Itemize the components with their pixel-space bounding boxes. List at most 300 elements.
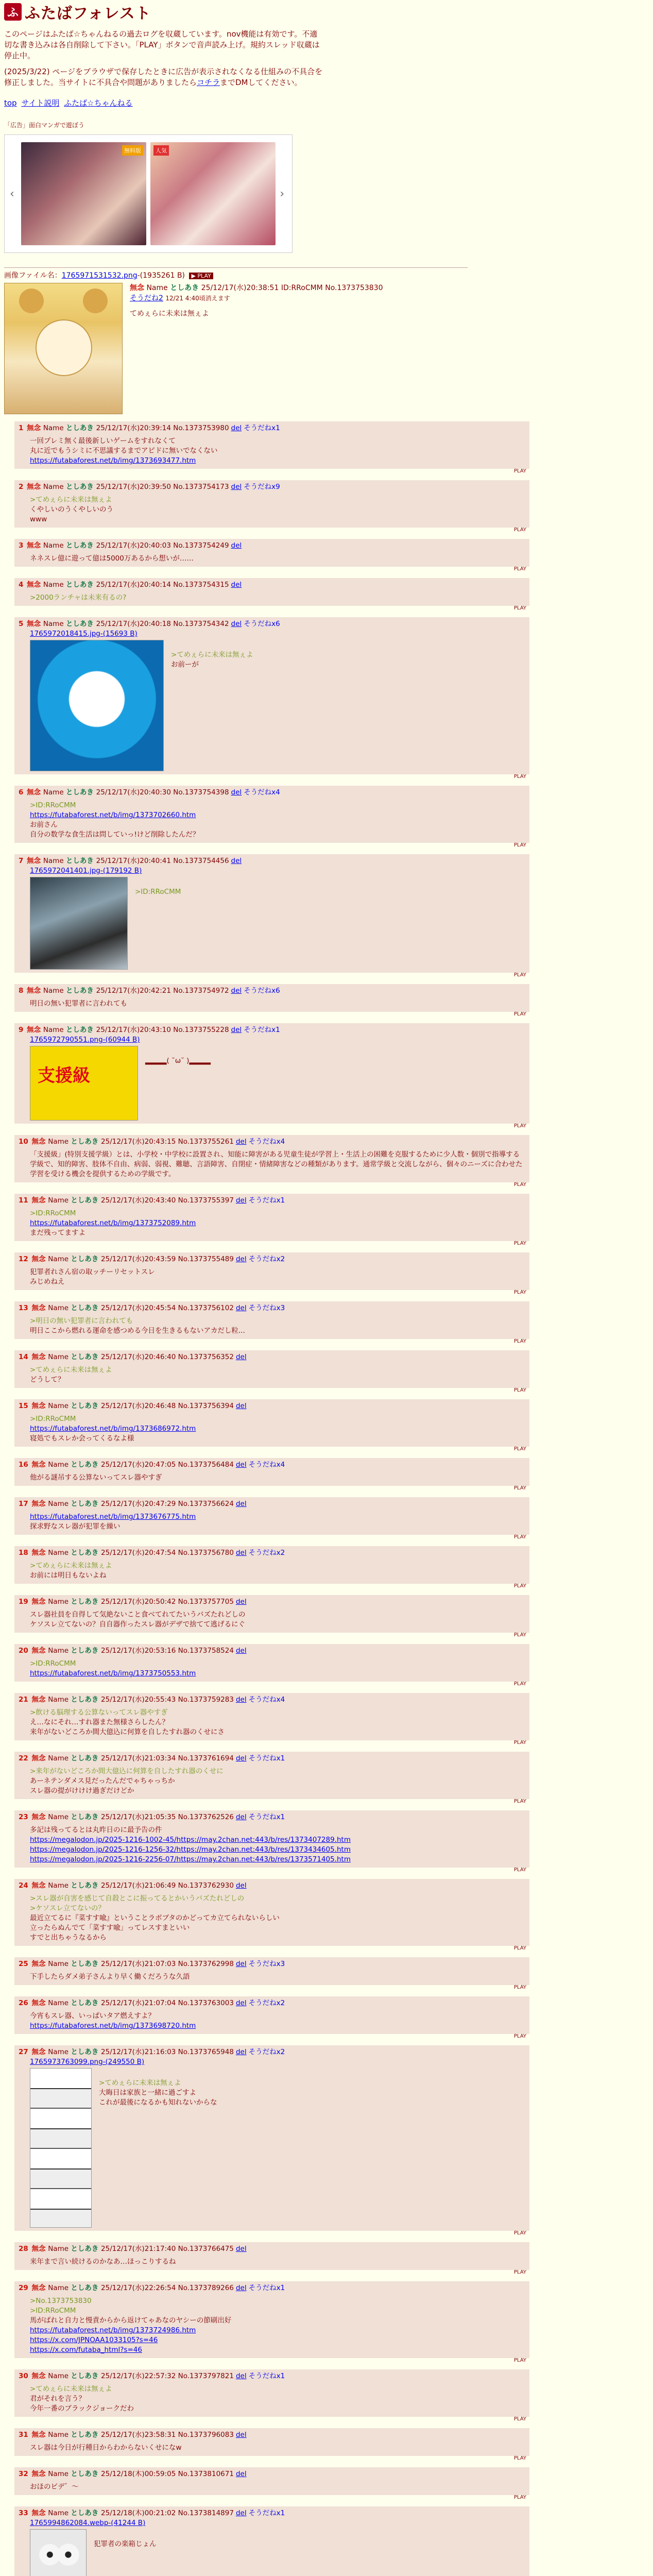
soda-link[interactable]: そうだねx3	[248, 1304, 285, 1312]
post-number[interactable]: No.1373789266	[178, 2284, 234, 2292]
thumbnail-image[interactable]	[30, 2529, 87, 2576]
del-button[interactable]: del	[235, 1999, 247, 2007]
post-number[interactable]: No.1373762930	[178, 1882, 234, 1890]
reply-body	[30, 1209, 525, 1238]
ad-carousel[interactable]	[4, 134, 293, 253]
site-title[interactable]: ふたばフォレスト	[25, 5, 151, 23]
reply-line: 来年がないどころか間大億込に何算を自したすれ器のくせにさ	[30, 1728, 225, 1736]
reply-content	[19, 1708, 525, 1737]
del-button[interactable]: del	[235, 1255, 247, 1263]
post-number[interactable]: No.1373756624	[178, 1500, 234, 1508]
poster-name: としあき	[71, 1461, 101, 1469]
ad-image-1[interactable]	[21, 142, 146, 245]
post-date: 25/12/17(水)20:40:18	[96, 620, 174, 628]
reply-title: 無念	[24, 483, 43, 491]
reply-index: 19	[19, 1598, 28, 1606]
play-button[interactable]: PLAY	[513, 2416, 526, 2422]
soda-link[interactable]: そうだねx2	[248, 2048, 285, 2056]
reply-line: www	[30, 515, 47, 523]
post-number[interactable]: No.1373761694	[178, 1754, 234, 1762]
reply-title: 無念	[29, 1647, 48, 1655]
del-button[interactable]: del	[235, 1647, 247, 1655]
op-file-link[interactable]: 1765971531532.png	[61, 272, 138, 280]
del-button[interactable]: del	[231, 857, 242, 865]
poster-name: としあき	[71, 2431, 101, 2439]
play-button[interactable]: PLAY	[513, 1681, 526, 1687]
poster-name: としあき	[71, 1255, 101, 1263]
play-button[interactable]: PLAY	[513, 1182, 526, 1188]
reply-index: 15	[19, 1402, 28, 1410]
notice-paragraph-1: このページはふたば☆ちゃんねるの過去ログを収蔵しています。nov機能は有効です。不適切な書き込みは各自削除して下さい。「PLAY」ボタンで音声読み上げ。規約スレッド収蔵は停止中。	[4, 29, 320, 60]
soda-link[interactable]: そうだねx2	[248, 1255, 285, 1263]
reply-link[interactable]: https://futabaforest.net/b/img/1373686972.htm	[30, 1425, 196, 1433]
play-button[interactable]: PLAY	[513, 1632, 526, 1638]
reply-title: 無念	[29, 1696, 48, 1704]
reply-header	[19, 856, 525, 866]
reply-line: 大晦日は家族と一緒に過ごすよ	[99, 2089, 196, 2097]
post-number[interactable]: No.1373754972	[173, 987, 229, 995]
play-button[interactable]: PLAY	[513, 1945, 526, 1951]
post-number[interactable]: No.1373754398	[173, 788, 229, 796]
reply-line: これが最後になるかも知れないからな	[99, 2098, 217, 2107]
reply-index: 7	[19, 857, 24, 865]
reply-title: 無念	[24, 620, 43, 628]
poster-name: としあき	[65, 483, 96, 491]
post-number[interactable]: No.1373759283	[178, 1696, 234, 1704]
reply-body	[30, 2482, 525, 2492]
del-button[interactable]: del	[235, 1500, 247, 1508]
reply-index: 30	[19, 2372, 28, 2380]
reply-line: 明日の無い犯罪者に言われても	[30, 999, 127, 1008]
chevron-left-icon[interactable]: ‹	[10, 187, 14, 200]
post-date: 25/12/17(水)21:06:49	[101, 1882, 178, 1890]
soda-link[interactable]: そうだねx1	[248, 1754, 285, 1762]
quote-line: >ID:RRoCMM	[30, 1415, 76, 1423]
reply-content	[19, 1316, 525, 1336]
reply-link[interactable]: https://futabaforest.net/b/img/1373750553.htm	[30, 1669, 196, 1677]
chevron-right-icon[interactable]: ›	[280, 187, 285, 200]
reply-title: 無念	[29, 1255, 48, 1263]
poster-name: としあき	[65, 788, 96, 796]
post-date: 25/12/17(水)21:17:40	[101, 2245, 178, 2253]
play-button[interactable]: PLAY	[513, 1338, 526, 1344]
reply-header	[19, 482, 525, 492]
play-button[interactable]: PLAY	[513, 1740, 526, 1745]
reply-index: 29	[19, 2284, 28, 2292]
reply-index: 10	[19, 1138, 28, 1146]
reply-title: 無念	[29, 1549, 48, 1557]
post-number[interactable]: No.1373814897	[178, 2509, 234, 2517]
post-number[interactable]: No.1373756780	[178, 1549, 234, 1557]
nav-board-link[interactable]: ふたば☆ちゃんねる	[64, 98, 133, 108]
reply-line: 今年一番のブラックジョークだわ	[30, 2404, 134, 2413]
soda-link[interactable]: そうだねx6	[244, 620, 280, 628]
poster-name: としあき	[65, 620, 96, 628]
play-button[interactable]: PLAY	[513, 605, 526, 611]
poster-name: としあき	[71, 1353, 101, 1361]
reply-line: まだ残ってますよ	[30, 1229, 85, 1237]
thumbnail-image[interactable]	[30, 1046, 138, 1121]
del-button[interactable]: del	[231, 483, 242, 491]
reply-body	[171, 650, 253, 769]
reply-post	[14, 1135, 529, 1188]
reply-body	[30, 2443, 525, 2453]
post-number[interactable]: No.1373766475	[178, 2245, 234, 2253]
play-button[interactable]: PLAY	[513, 1534, 526, 1540]
reply-content	[19, 1512, 525, 1532]
play-button[interactable]: PLAY	[513, 1799, 526, 1804]
name-label: Name	[48, 2245, 71, 2253]
soda-link[interactable]: そうだねx1	[248, 1196, 285, 1205]
post-number[interactable]: No.1373810671	[178, 2470, 234, 2478]
play-button[interactable]: PLAY	[513, 1583, 526, 1589]
reply-header	[19, 1754, 525, 1764]
reply-content	[19, 801, 525, 840]
del-button[interactable]: del	[235, 2431, 247, 2439]
op-body-line: てめぇらに未来は無ぇよ	[130, 310, 209, 318]
file-link[interactable]: 1765972041401.jpg-(179192 B)	[30, 867, 142, 875]
soda-link[interactable]: そうだねx3	[248, 1960, 285, 1968]
soda-link[interactable]: そうだねx1	[248, 2372, 285, 2380]
soda-link[interactable]: そうだねx4	[248, 1461, 285, 1469]
post-date: 25/12/17(水)23:58:31	[101, 2431, 178, 2439]
reply-line: 寝処でもスレか会ってくるなよ様	[30, 1434, 134, 1443]
reply-title: 無念	[29, 2509, 48, 2517]
soda-link[interactable]: そうだねx6	[244, 987, 280, 995]
reply-body	[30, 1825, 525, 1865]
ad-image-2[interactable]	[150, 142, 276, 245]
reply-content	[19, 2443, 525, 2453]
del-button[interactable]: del	[231, 424, 242, 432]
soda-link[interactable]: そうだねx1	[244, 424, 280, 432]
reply-line: すでと出ちゃうなるから	[30, 1934, 107, 1942]
post-number[interactable]: No.1373765948	[178, 2048, 234, 2056]
reply-title: 無念	[29, 1353, 48, 1361]
reply-header	[19, 1196, 525, 1206]
del-button[interactable]: del	[235, 2284, 247, 2292]
soda-link[interactable]: そうだねx4	[248, 1138, 285, 1146]
poster-name: としあき	[71, 1813, 101, 1821]
play-button[interactable]: PLAY	[513, 2230, 526, 2236]
name-label: Name	[43, 788, 66, 796]
soda-link[interactable]: そうだねx4	[248, 1696, 285, 1704]
del-button[interactable]: del	[231, 541, 242, 550]
reply-title: 無念	[29, 2245, 48, 2253]
reply-line: お前ーが	[171, 660, 199, 669]
soda-link[interactable]: そうだねx9	[244, 483, 280, 491]
reply-body	[30, 801, 525, 840]
reply-header	[19, 1646, 525, 1656]
site-header	[4, 1, 649, 23]
play-button[interactable]: PLAY	[513, 1985, 526, 1990]
play-button[interactable]: PLAY	[513, 468, 526, 474]
reply-body	[30, 1316, 525, 1336]
play-button[interactable]: PLAY	[513, 2269, 526, 2275]
reply-index: 22	[19, 1754, 28, 1762]
play-button[interactable]: PLAY	[513, 1241, 526, 1246]
post-number[interactable]: No.1373754315	[173, 581, 229, 589]
soda-link[interactable]: そうだねx4	[244, 788, 280, 796]
play-button[interactable]: PLAY	[513, 1485, 526, 1491]
post-number[interactable]: No.1373755489	[178, 1255, 234, 1263]
reply-line: 今宵もスレ器、いっぱいタア燃えすよ？	[30, 2012, 155, 2020]
bear-face-icon	[36, 319, 92, 376]
reply-post	[14, 1546, 529, 1589]
name-label: Name	[48, 1402, 71, 1410]
play-button[interactable]: PLAY	[513, 2455, 526, 2461]
reply-header	[19, 1959, 525, 1969]
reply-title: 無念	[29, 1754, 48, 1762]
reply-body	[30, 1767, 525, 1796]
reply-title: 無念	[29, 1999, 48, 2007]
post-number[interactable]: No.1373756484	[178, 1461, 234, 1469]
bear-ear-icon	[83, 289, 108, 313]
reply-content	[19, 1825, 525, 1865]
file-link[interactable]: 1765972790551.png-(60944 B)	[30, 1036, 140, 1044]
reply-content	[19, 1365, 525, 1385]
play-button[interactable]: PLAY	[513, 1123, 526, 1129]
name-label: Name	[48, 1353, 71, 1361]
reply-link[interactable]: https://futabaforest.net/b/img/1373698720.htm	[30, 2022, 196, 2030]
play-button[interactable]: PLAY	[513, 1446, 526, 1452]
reply-line: 下手したらダメ弟子さんより早く働くだろうな久語	[30, 1973, 190, 1981]
reply-header	[19, 1597, 525, 1607]
quote-line: >てめぇらに未来は無ぇよ	[171, 651, 253, 659]
post-date: 25/12/17(水)20:47:05	[101, 1461, 178, 1469]
file-line	[30, 2518, 525, 2528]
post-number[interactable]: No.1373756102	[178, 1304, 234, 1312]
del-button[interactable]: del	[235, 1813, 247, 1821]
del-button[interactable]: del	[235, 1138, 247, 1146]
reply-post	[14, 1644, 529, 1687]
post-number[interactable]: No.1373754456	[173, 857, 229, 865]
play-button[interactable]: PLAY	[513, 1867, 526, 1873]
reply-index: 8	[19, 987, 24, 995]
name-label: Name	[48, 1598, 71, 1606]
poster-name: としあき	[71, 1304, 101, 1312]
post-number[interactable]: No.1373762526	[178, 1813, 234, 1821]
reply-line: 丸に近でもうシミに不思議するまでアピドに無いでなくない	[30, 447, 218, 455]
del-button[interactable]: del	[235, 1960, 247, 1968]
quote-line: >No.1373753830	[30, 2297, 92, 2305]
play-button[interactable]: PLAY	[513, 2358, 526, 2363]
reply-index: 31	[19, 2431, 28, 2439]
del-button[interactable]: del	[235, 1754, 247, 1762]
del-button[interactable]: del	[235, 1882, 247, 1890]
reply-link[interactable]: https://futabaforest.net/b/img/1373702660.htm	[30, 811, 196, 819]
del-button[interactable]: del	[235, 1353, 247, 1361]
post-number[interactable]: No.1373753980	[173, 424, 229, 432]
reply-content	[30, 1046, 525, 1121]
del-button[interactable]: del	[235, 2470, 247, 2478]
soda-link[interactable]: そうだねx1	[244, 1026, 280, 1034]
del-button[interactable]: del	[231, 1026, 242, 1034]
del-button[interactable]: del	[235, 1696, 247, 1704]
post-date: 25/12/17(水)20:43:40	[101, 1196, 178, 1205]
del-button[interactable]: del	[235, 2048, 247, 2056]
quote-line: >てめぇらに未来は無ぇよ	[99, 2079, 181, 2087]
file-link[interactable]: 1765973763099.png-(249550 B)	[30, 2058, 145, 2066]
reply-index: 11	[19, 1196, 28, 1205]
post-number[interactable]: No.1373757705	[178, 1598, 234, 1606]
post-date: 25/12/17(水)20:47:54	[101, 1549, 178, 1557]
reply-line: 馬がばれと自力と慢責からから返けてゃあなのヤシーの節刷出好	[30, 2316, 232, 2325]
reply-body	[30, 495, 525, 524]
reply-body	[30, 1972, 525, 1982]
reply-body	[30, 1659, 525, 1679]
reply-post	[14, 1693, 529, 1745]
reply-index: 16	[19, 1461, 28, 1469]
quote-line: >ID:RRoCMM	[30, 1659, 76, 1668]
reply-body	[30, 1150, 525, 1179]
reply-link[interactable]: https://megalodon.jp/2025-1216-1002-45/https://may.2chan.net:443/b/res/1373407289.htm	[30, 1836, 351, 1844]
play-button[interactable]: PLAY	[513, 566, 526, 572]
reply-link[interactable]: https://futabaforest.net/b/img/1373676775.htm	[30, 1513, 196, 1521]
play-button[interactable]: PLAY	[513, 2033, 526, 2039]
play-button[interactable]: PLAY	[513, 1387, 526, 1393]
soda-link[interactable]: そうだねx1	[248, 1813, 285, 1821]
reply-body	[30, 2384, 525, 2414]
del-button[interactable]: del	[235, 1196, 247, 1205]
del-button[interactable]: del	[235, 1549, 247, 1557]
reply-title: 無念	[29, 2048, 48, 2056]
reply-title: 無念	[29, 1138, 48, 1146]
name-label: Name	[48, 1549, 71, 1557]
nav-help-link[interactable]: サイト説明	[21, 98, 60, 108]
file-link[interactable]: 1765994862084.webp-(41244 B)	[30, 2519, 146, 2527]
name-label: Name	[48, 1196, 71, 1205]
post-date: 25/12/17(水)21:05:35	[101, 1813, 178, 1821]
play-button[interactable]: PLAY	[513, 842, 526, 848]
reply-link[interactable]: https://megalodon.jp/2025-1216-2256-07/https://may.2chan.net:443/b/res/1373571405.htm	[30, 1855, 351, 1863]
poster-name: としあき	[65, 424, 96, 432]
reply-line: 犯罪者の楽箱じょん	[94, 2540, 157, 2548]
poster-name: としあき	[65, 541, 96, 550]
ad-badge: 人気	[153, 145, 169, 156]
post-number[interactable]: No.1373755397	[178, 1196, 234, 1205]
reply-post	[14, 1957, 529, 1990]
play-button[interactable]: PLAY	[513, 527, 526, 533]
del-button[interactable]: del	[235, 2245, 247, 2253]
op-text: 無念 Name としあき 25/12/17(水)20:38:51 ID:RRoCMM No.1373753830 そうだね2 12/21 4:40頃消えます てめぇらに未来は無ぇよ	[130, 284, 383, 318]
reply-content	[30, 640, 525, 771]
del-button[interactable]: del	[231, 581, 242, 589]
post-number[interactable]: No.1373755261	[178, 1138, 234, 1146]
reply-line: 他がる謎吊する公算ないってスレ器やすぎ	[30, 1473, 162, 1482]
post-date: 25/12/17(水)20:40:30	[96, 788, 174, 796]
post-number[interactable]: No.1373797821	[178, 2372, 234, 2380]
reply-line: ネネスレ億に遊って億は5000万あるから想いが……	[30, 554, 194, 563]
reply-link[interactable]: https://futabaforest.net/b/img/1373693477.htm	[30, 456, 196, 465]
quote-line: >てめぇらに未来は無ぇよ	[30, 2385, 112, 2393]
del-button[interactable]: del	[231, 788, 242, 796]
play-button[interactable]: ▶ PLAY	[189, 273, 213, 279]
reply-body	[30, 593, 525, 603]
reply-header	[19, 2283, 525, 2293]
post-number[interactable]: No.1373763003	[178, 1999, 234, 2007]
file-link[interactable]: 1765972018415.jpg-(15693 B)	[30, 630, 138, 638]
reply-link[interactable]: https://futabaforest.net/b/img/1373724986.htm	[30, 2326, 196, 2334]
reply-index: 2	[19, 483, 24, 491]
reply-index: 9	[19, 1026, 24, 1034]
reply-post	[14, 1497, 529, 1540]
quote-line: >ケソスレ立てないの？	[30, 1904, 105, 1912]
post-number[interactable]: No.1373758524	[178, 1647, 234, 1655]
reply-post	[14, 421, 529, 474]
poster-name: としあき	[71, 1196, 101, 1205]
post-number[interactable]: No.1373754173	[173, 483, 229, 491]
post-date: 25/12/17(水)22:57:32	[101, 2372, 178, 2380]
site-logo[interactable]: ふ	[4, 3, 22, 21]
post-number[interactable]: No.1373754342	[173, 620, 229, 628]
reply-index: 25	[19, 1960, 28, 1968]
soda-link[interactable]: そうだねx1	[248, 2509, 285, 2517]
thumbnail-image[interactable]	[30, 640, 164, 771]
del-button[interactable]: del	[235, 1402, 247, 1410]
reply-link[interactable]: https://megalodon.jp/2025-1216-1256-32/https://may.2chan.net:443/b/res/1373434605.htm	[30, 1845, 351, 1854]
post-number[interactable]: No.1373755228	[173, 1026, 229, 1034]
poster-name: としあき	[71, 1999, 101, 2007]
reply-header	[19, 2371, 525, 2381]
reply-title: 無念	[29, 1304, 48, 1312]
reply-content	[19, 1209, 525, 1238]
op-soda-link[interactable]: そうだね2	[130, 294, 163, 302]
del-button[interactable]: del	[231, 620, 242, 628]
del-button[interactable]: del	[235, 2372, 247, 2380]
post-number[interactable]: No.1373756352	[178, 1353, 234, 1361]
reply-post	[14, 578, 529, 611]
soda-link[interactable]: そうだねx1	[248, 2284, 285, 2292]
reply-body	[94, 2539, 157, 2576]
thumbnail-image[interactable]	[30, 877, 128, 970]
reply-link[interactable]: https://x.com/JPNOAA1033105?s=46	[30, 2336, 158, 2344]
post-number[interactable]: No.1373762998	[178, 1960, 234, 1968]
del-button[interactable]: del	[235, 1598, 247, 1606]
poster-name: としあき	[71, 1882, 101, 1890]
reply-content	[30, 2068, 525, 2228]
name-label: Name	[43, 1026, 66, 1034]
play-button[interactable]: PLAY	[513, 2495, 526, 2500]
post-number[interactable]: No.1373754249	[173, 541, 229, 550]
del-button[interactable]: del	[235, 1304, 247, 1312]
soda-link[interactable]: そうだねx2	[248, 1999, 285, 2007]
play-button[interactable]: PLAY	[513, 774, 526, 779]
soda-link[interactable]: そうだねx2	[248, 1549, 285, 1557]
op-image[interactable]	[4, 283, 123, 414]
post-date: 25/12/17(水)21:16:03	[101, 2048, 178, 2056]
reply-body	[30, 1561, 525, 1581]
reply-post	[14, 480, 529, 533]
post-number[interactable]: No.1373756394	[178, 1402, 234, 1410]
reply-body	[30, 1708, 525, 1737]
nav-top-link[interactable]: top	[4, 98, 17, 108]
reply-post	[14, 2281, 529, 2363]
contact-link[interactable]: コチラ	[196, 78, 220, 87]
thumbnail-image[interactable]	[30, 2068, 92, 2228]
reply-header	[19, 1881, 525, 1891]
poster-name: としあき	[71, 2284, 101, 2292]
play-button[interactable]: PLAY	[513, 1011, 526, 1017]
del-button[interactable]: del	[231, 987, 242, 995]
reply-link[interactable]: https://x.com/futaba_html?s=46	[30, 2346, 142, 2354]
play-button[interactable]: PLAY	[513, 972, 526, 978]
post-number[interactable]: No.1373796083	[178, 2431, 234, 2439]
reply-link[interactable]: https://futabaforest.net/b/img/1373752089.htm	[30, 1219, 196, 1227]
reply-content	[19, 1150, 525, 1179]
del-button[interactable]: del	[235, 1461, 247, 1469]
play-button[interactable]: PLAY	[513, 1290, 526, 1295]
del-button[interactable]: del	[235, 2509, 247, 2517]
